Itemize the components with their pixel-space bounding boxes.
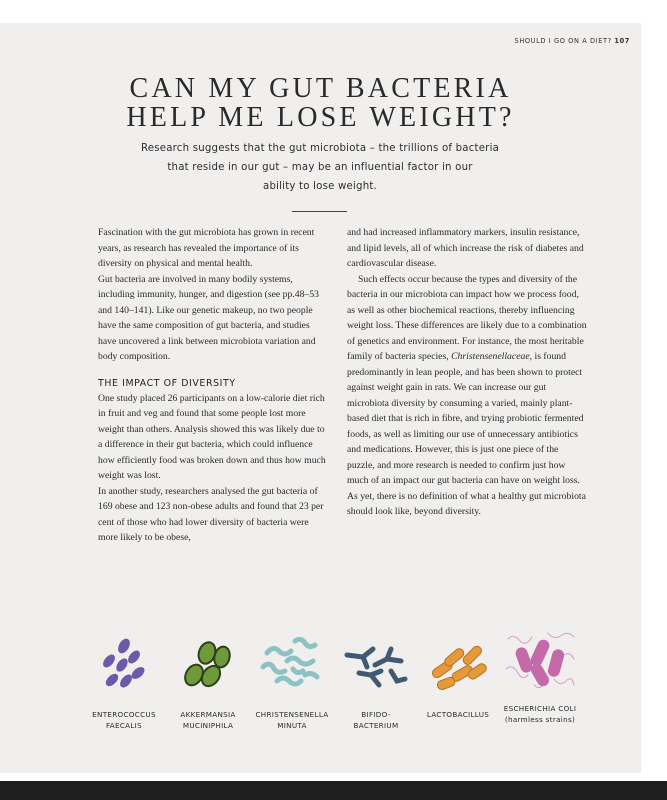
page-title: [0, 74, 641, 132]
paragraph: and had increased inflammatory markers, insulin resistance, and lipid levels, all of which increase the risk of diabetes and cardiovascular disease.: [347, 227, 584, 269]
title-line-1: CAN MY GUT BACTERIA: [129, 73, 512, 104]
escherichia-coli-icon: [504, 629, 576, 693]
book-page: [0, 23, 641, 773]
paragraph: Gut bacteria are involved in many bodily systems, including immunity, hunger, and digestion (see pp.48–53 and 140–141). Like our genetic makeup, no two people have the same composition of gut bacteria, and studies have uncovered a link between microbiota variation and body composition.: [98, 273, 319, 362]
bacteria-label: LACTOBACILLUS: [426, 710, 490, 719]
enterococcus-icon: [94, 635, 154, 693]
intro-line-1: Research suggests that the gut microbiota – the trillions of bacteria: [140, 143, 500, 154]
paragraph: [347, 272, 587, 520]
bacteria-illustrations: [92, 635, 577, 745]
bacteria-item: [416, 635, 500, 720]
bacteria-item: [250, 635, 334, 731]
divider: [292, 211, 347, 212]
bacteria-label: ENTEROCOCCUS FAECALIS: [92, 710, 156, 730]
right-column: [347, 225, 587, 520]
paragraph: Fascination with the gut microbiota has grown in recent years, as research has revealed the importance of its diversity on physical and mental health.: [98, 227, 315, 269]
paragraph: One study placed 26 participants on a low-calorie diet rich in fruit and veg and found that some people lost more weight than others. Analysis showed this was likely due to a difference in their gut bacteria, which could influence how efficiently food was broken down and thus how much weight was lost.: [98, 392, 326, 481]
bifidobacterium-icon: [341, 635, 411, 693]
title-line-2: HELP ME LOSE WEIGHT?: [126, 102, 515, 133]
bacteria-label: ESCHERICHIA COLI (harmless strains): [503, 704, 577, 724]
running-head-text: SHOULD I GO ON A DIET?: [514, 37, 612, 45]
intro-text: [140, 139, 500, 196]
paragraph-text: Such effects occur because the types and diversity of the bacteria in our microbiota can impact how we process food, as well as other biochemical reactions, thereby influencing weight loss. These differences are likely due to a combination of genetics and environment. For instance, the most heritable family of bacteria species,: [347, 273, 587, 362]
intro-line-2: that reside in our gut – may be an influential factor in our: [167, 162, 473, 173]
paragraph: In another study, researchers analysed the gut bacteria of 169 obese and 123 non-obese adults and found that 23 per cent of those who had lower diversity of bacteria were more likely to be obese,: [98, 485, 324, 543]
left-column: [98, 225, 330, 546]
running-head: [515, 37, 630, 45]
intro-line-3: ability to lose weight.: [263, 181, 377, 192]
bacteria-item: [82, 635, 166, 731]
bacteria-item: [166, 635, 250, 731]
bacteria-label: BIFIDO- BACTERIUM: [353, 710, 399, 730]
bacteria-item: [498, 635, 582, 725]
bacteria-item: [334, 635, 418, 731]
bacteria-label: CHRISTENSENELLA MINUTA: [255, 710, 329, 730]
bacteria-label: AKKERMANSIA MUCINIPHILA: [180, 710, 236, 730]
section-heading: THE IMPACT OF DIVERSITY: [98, 377, 236, 389]
page-number: 107: [614, 37, 630, 45]
christensenella-icon: [257, 635, 327, 693]
species-name: Christensenellaceae: [451, 351, 530, 362]
bottom-border: [0, 781, 667, 800]
paragraph-text: , is found predominantly in lean people, and has been shown to protect against weight gain in rats. We can increase our gut microbiota diversity by consuming a varied, mainly plant-based diet that is rich in fibre, and trying probiotic fermented foods, as well as limiting our use of unnecessary antibiotics and medications. However, this is just one piece of the puzzle, and more research is needed to confirm just how much of an impact our gut bacteria can have on weight loss. As yet, there is no definition of what a healthy gut microbiota should look like, beyond diversity.: [347, 351, 586, 517]
lactobacillus-icon: [423, 635, 493, 693]
akkermansia-icon: [178, 635, 238, 693]
